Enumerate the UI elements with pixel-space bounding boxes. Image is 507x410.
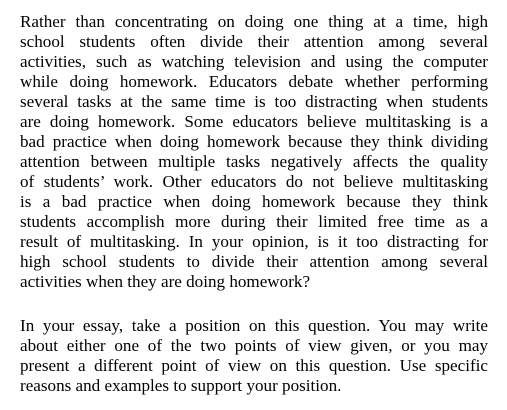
prompt-line: present a different point of view on this question. Use specific — [20, 356, 488, 375]
prompt-line: reasons and examples to support your position. — [20, 376, 342, 395]
prompt-line: school students often divide their attention among several — [20, 32, 488, 51]
prompt-line: Rather than concentrating on doing one thing at a time, high — [20, 12, 488, 31]
prompt-paragraph-2 — [20, 316, 488, 396]
prompt-paragraph-1 — [20, 12, 488, 292]
prompt-line: are doing homework. Some educators believe multitasking is a — [20, 112, 488, 131]
prompt-line: In your essay, take a position on this question. You may write — [20, 316, 488, 335]
prompt-line: while doing homework. Educators debate whether performing — [20, 72, 488, 91]
prompt-line: of students’ work. Other educators do not believe multitasking — [20, 172, 488, 191]
prompt-line: bad practice when doing homework because they think dividing — [20, 132, 488, 151]
prompt-line: result of multitasking. In your opinion, is it too distracting for — [20, 232, 488, 251]
prompt-line: activities when they are doing homework? — [20, 272, 311, 291]
prompt-line: activities, such as watching television and using the computer — [20, 52, 488, 71]
prompt-line: several tasks at the same time is too distracting when students — [20, 92, 488, 111]
prompt-line: about either one of the two points of view given, or you may — [20, 336, 488, 355]
prompt-line: is a bad practice when doing homework because they think — [20, 192, 488, 211]
prompt-line: attention between multiple tasks negatively affects the quality — [20, 152, 488, 171]
prompt-line: high school students to divide their attention among several — [20, 252, 488, 271]
prompt-line: students accomplish more during their limited free time as a — [20, 212, 488, 231]
